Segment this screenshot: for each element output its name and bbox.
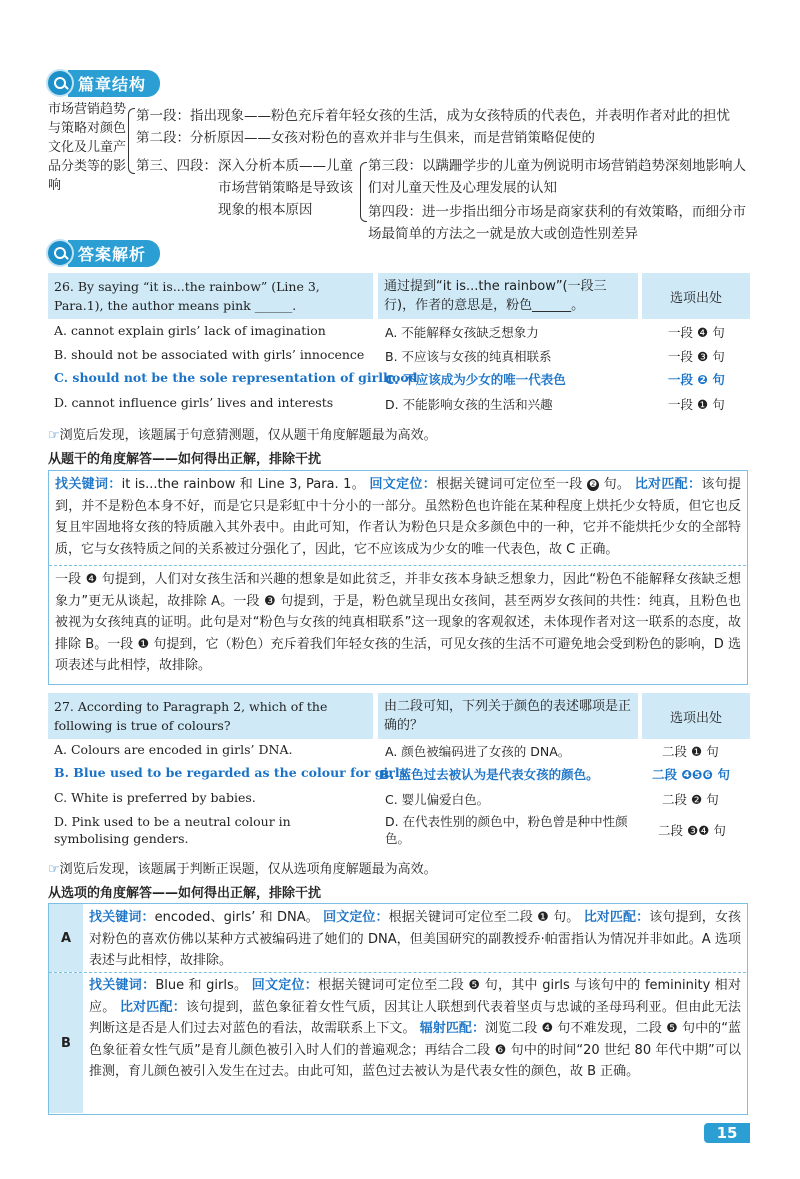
q27-question-en: 27. According to Paragraph 2, which of the following is true of colours? [48, 693, 373, 739]
q26-option-c-src: 一段 ❷ 句 [668, 372, 725, 387]
structure-p2: 第二段：分析原因——女孩对粉色的喜欢并非与生俱来，而是营销策略促使的 [136, 130, 595, 146]
divider [49, 972, 746, 973]
q26-option-b-src: 一段 ❸ 句 [668, 349, 725, 364]
q26-exclude-paragraph: 一段 ❹ 句提到，人们对女孩生活和兴趣的想象是如此贫乏，并非女孩本身缺乏想象力，因此“粉色不能解释女孩缺乏想象力”更无从谈起，故排除 A。一段 ❸ 句提到，于是，粉色就呈现出女孩间，甚至两岁女孩间的共性：纯真，且粉色也被视为女孩纯真的证明。此句是对“粉色与女孩的纯真相联系”这一现象的客观叙述，未体现作者对这一联系的态度，故排除 B。一段 ❶ 句提到，它（粉色）充斥着我们年轻女孩的生活，可见女孩的生活不可避免地会受到粉色的影响，D 选项表述与此相悖，故排除。 [55, 572, 741, 673]
option-b-label: B [49, 973, 83, 1113]
q27-option-c-en: C. White is preferred by babies. [54, 790, 256, 805]
section-header-answers [48, 240, 160, 266]
q26-option-c-zh: C. 不应该成为少女的唯一代表色 [385, 372, 566, 387]
page-number: 15 [704, 1123, 750, 1143]
q26-keyword-paragraph: 找关键词：it is...the rainbow 和 Line 3, Para. 1。 回文定位：根据关键词可定位至一段 ❷ 句。 比对匹配：该句提到，并不是粉色本身不好，而是它只是彩虹中十分小的一部分。虽然粉色也许能在某种程度上烘托少女特质，但它也反复且牢固地将女孩的特质融入其外表中。由此可知，作者认为粉色只是众多颜色中的一种，它并不能烘托少女的全部特质，它与女孩特质之间的关系被过分强化了，因此，它不应该成为少女的唯一代表色，故 C 正确。 [55, 477, 741, 557]
divider [49, 565, 746, 566]
option-a-label: A [49, 904, 83, 972]
q26-option-b-zh: B. 不应该与女孩的纯真相联系 [385, 349, 552, 364]
q26-source-label: 选项出处 [642, 273, 750, 319]
pointing-hand-icon: ☞ [48, 862, 60, 877]
q27-option-b-src: 二段 ❹❺❻ 句 [652, 767, 731, 782]
q26-option-b-en: B. should not be associated with girls’ innocence [54, 347, 365, 362]
q26-option-d-en: D. cannot influence girls’ lives and interests [54, 395, 334, 410]
q27-explanation-box [48, 903, 748, 1115]
section-header-structure [48, 70, 160, 96]
q27-option-c-src: 二段 ❷ 句 [662, 792, 719, 807]
q27-source-label: 选项出处 [642, 693, 750, 739]
q27-option-a-zh: A. 颜色被编码进了女孩的 DNA。 [385, 744, 571, 759]
brace [128, 108, 135, 174]
structure-topic: 市场营销趋势与策略对颜色文化及儿童产品分类等的影响 [48, 102, 127, 193]
section-title: 篇章结构 [68, 70, 160, 97]
q27-option-d-en: D. Pink used to be a neutral colour in symbolising genders. [54, 814, 291, 846]
q26-option-d-zh: D. 不能影响女孩的生活和兴趣 [385, 397, 553, 412]
q26-option-a-en: A. cannot explain girls’ lack of imagination [54, 323, 326, 338]
q26-tip: ☞浏览后发现，该题属于句意猜测题，仅从题干角度解题最为高效。 [48, 428, 437, 443]
section-title: 答案解析 [68, 240, 160, 267]
structure-p4: 第四段：进一步指出细分市场是商家获利的有效策略，而细分市场最简单的方法之一就是放大或创造性别差异 [368, 204, 746, 242]
q26-option-d-src: 一段 ❶ 句 [668, 397, 725, 412]
q27-option-a-explanation: 找关键词：encoded、girls’ 和 DNA。 回文定位：根据关键词可定位至二段 ❶ 句。 比对匹配：该句提到，女孩对粉色的喜欢仿佛以某种方式被编码进了她们的 DNA，但美国研究的副教授乔·帕雷指认为情况并非如此。A 选项表述与此相悖，故排除。 [89, 910, 741, 968]
q27-method: 从选项的角度解答——如何得出正解，排除干扰 [48, 886, 322, 901]
q27-option-d-zh: D. 在代表性别的颜色中，粉色曾是种中性颜色。 [385, 814, 628, 846]
q27-option-c-zh: C. 婴儿偏爱白色。 [385, 792, 490, 807]
q27-option-a-src: 二段 ❶ 句 [662, 744, 719, 759]
q27-tip: ☞浏览后发现，该题属于判断正误题，仅从选项角度解题最为高效。 [48, 862, 437, 877]
q26-method: 从题干的角度解答——如何得出正解，排除干扰 [48, 452, 322, 467]
magnifier-icon [48, 71, 72, 95]
brace [360, 162, 367, 222]
structure-p34-text: 深入分析本质——儿童市场营销策略是导致该现象的根本原因 [218, 158, 353, 218]
q26-option-c-en: C. should not be the sole representation of girlhood [54, 370, 418, 385]
q26-explanation-box [48, 470, 748, 685]
q27-question-zh: 由二段可知，下列关于颜色的表述哪项是正确的？ [378, 693, 638, 739]
q27-option-b-zh: B. 蓝色过去被认为是代表女孩的颜色。 [380, 767, 599, 782]
pointing-hand-icon: ☞ [48, 428, 60, 443]
q26-option-a-zh: A. 不能解释女孩缺乏想象力 [385, 325, 539, 340]
q26-question-zh: 通过提到“it is...the rainbow”(一段三行)，作者的意思是，粉色______。 [378, 273, 638, 319]
structure-p1: 第一段：指出现象——粉色充斥着年轻女孩的生活，成为女孩特质的代表色，并表明作者对此的担忧 [136, 108, 730, 124]
q27-option-b-en: B. Blue used to be regarded as the colour for girls. [54, 765, 411, 780]
q27-option-a-en: A. Colours are encoded in girls’ DNA. [54, 742, 293, 757]
q27-option-b-explanation: 找关键词：Blue 和 girls。 回文定位：根据关键词可定位至二段 ❺ 句，其中 girls 与该句中的 femininity 相对应。 比对匹配：该句提到，蓝色象征着女性气质，因其让人联想到代表着坚贞与忠诚的圣母玛利亚。但由此无法判断这是否是人们过去对蓝色的看法，故需联系上下文。 辐射匹配：浏览二段 ❹ 句不难发现，二段 ❺ 句中的“蓝色象征着女性气质”是育儿颜色被引入时人们的普遍观念；再结合二段 ❻ 句中的时间“20 世纪 80 年代中期”可以推测，育儿颜色被引入发生在过去。由此可知，蓝色过去被认为是代表女性的颜色，故 B 正确。 [89, 978, 741, 1079]
q27-option-d-src: 二段 ❸❹ 句 [658, 823, 726, 838]
q26-question-en: 26. By saying “it is...the rainbow” (Line 3, Para.1), the author means pink ______. [48, 273, 373, 319]
q26-option-a-src: 一段 ❹ 句 [668, 325, 725, 340]
structure-p3: 第三段：以蹒跚学步的儿童为例说明市场营销趋势深刻地影响人们对儿童天性及心理发展的认知 [368, 158, 746, 196]
magnifier-icon [48, 241, 72, 265]
structure-p34-label: 第三、四段： [136, 158, 217, 174]
